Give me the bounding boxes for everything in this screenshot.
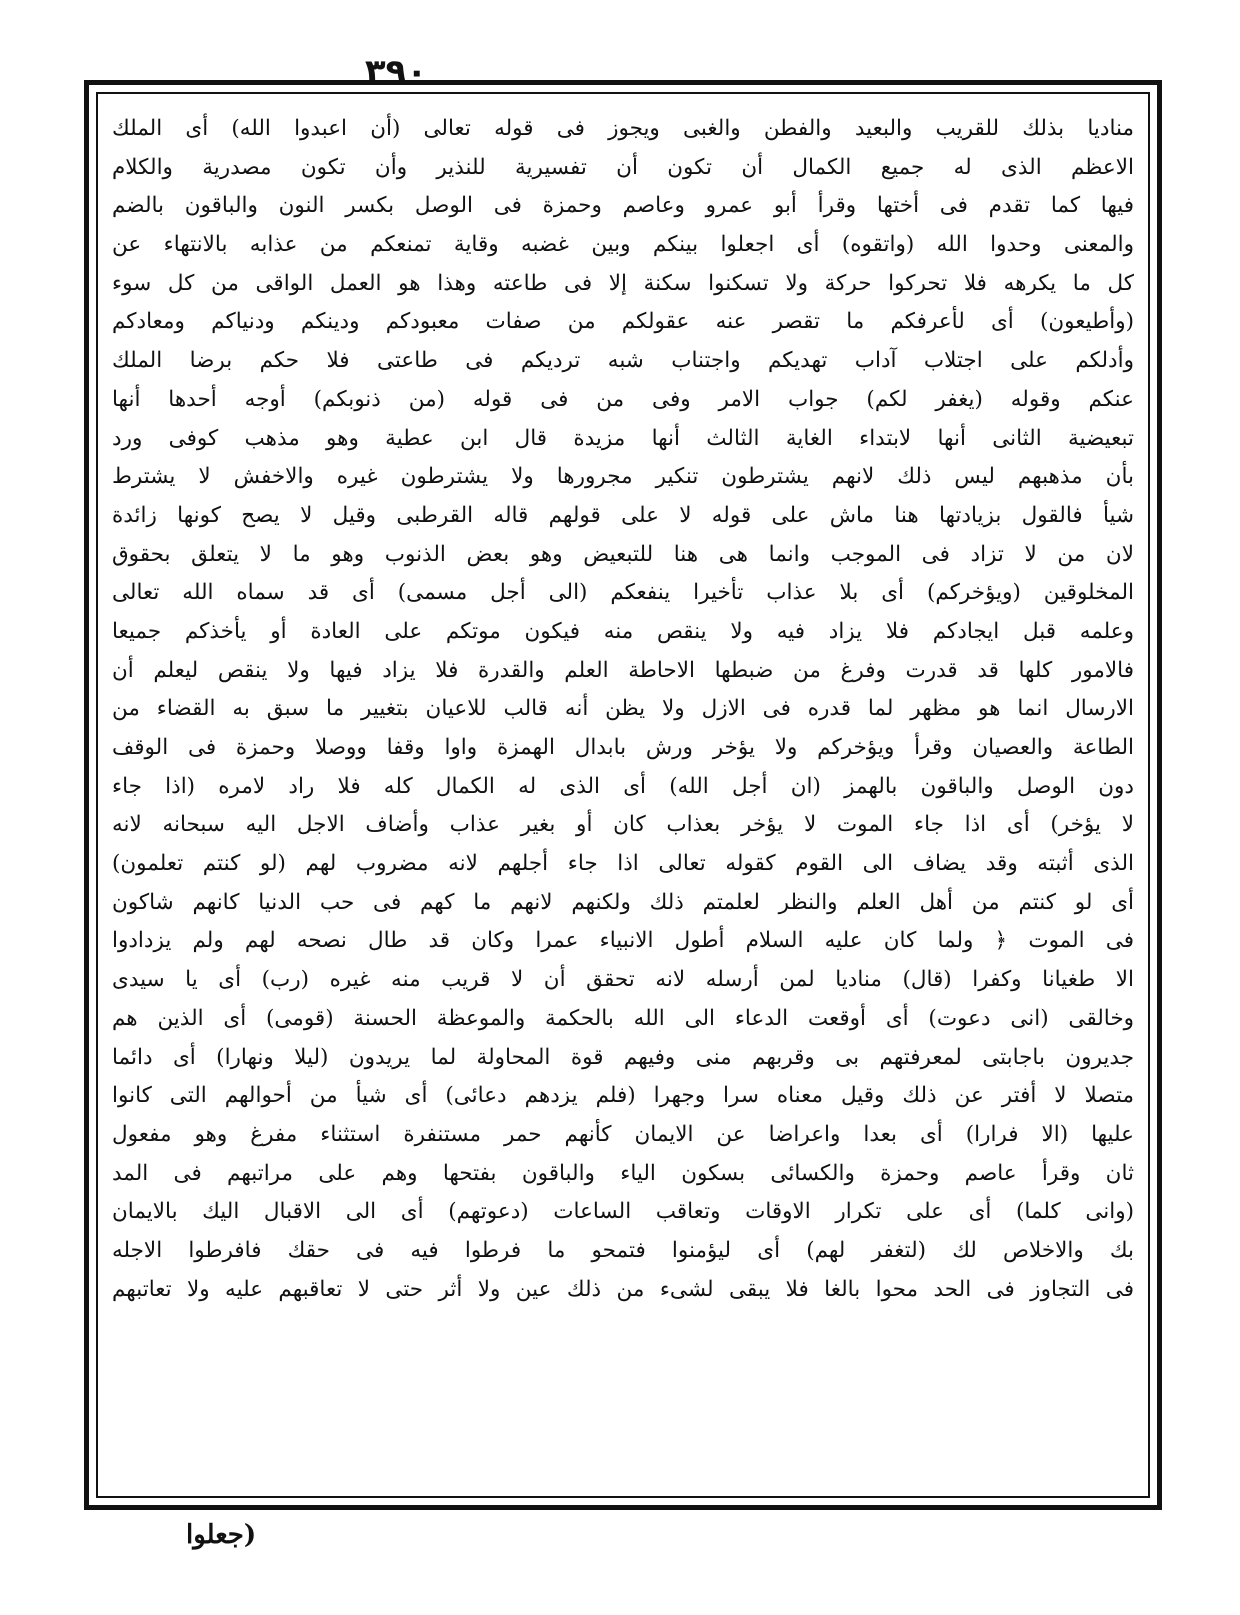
- page-number: ٣٩٠: [364, 52, 428, 92]
- text-line: شیأ فالقول بزیادتها هنا ماش علی قوله لا علی قولهم قاله القرطبی وقیل لا یصح كونها زائدة: [112, 502, 1134, 528]
- text-line: وخالقی (انی دعوت) أی أوقعت الدعاء الی الله بالحكمة والموعظة الحسنة (قومی) أی الذین هم: [112, 1005, 1134, 1031]
- text-line: لان من لا تزاد فی الموجب وانما هی هنا للتبعیض وهو بعض الذنوب وهو ما لا یتعلق بحقوق: [112, 541, 1134, 567]
- text-line: المخلوقین (ویؤخركم) أی بلا عذاب تأخیرا ینفعكم (الی أجل مسمی) أی قد سماه الله تعالی: [112, 580, 1134, 606]
- text-line: بأن مذهبهم لیس ذلك لانهم یشترطون تنكیر مجرورها ولا یشترطون غیره والاخفش لا یشترط: [112, 464, 1134, 490]
- text-line: جدیرون باجابتی لمعرفتهم بی وقربهم منی وفیهم قوة المحاولة لما یریدون (لیلا ونهارا) أی دائما: [112, 1044, 1134, 1070]
- text-line: بك والاخلاص لك (لتغفر لهم) أی لیؤمنوا فتمحو ما فرطوا فیه فی حقك فافرطوا الاجله: [112, 1237, 1134, 1263]
- text-line: ثان وقرأ عاصم وحمزة والكسائی بسكون الیاء والباقون بفتحها وهم علی مراتبهم فی المد: [112, 1160, 1134, 1186]
- text-line: الا طغیانا وكفرا (قال) منادیا لمن أرسله لانه تحقق أن لا قریب منه غیره (رب) أی یا سیدی: [112, 967, 1134, 993]
- text-line: علیها (الا فرارا) أی بعدا واعراضا عن الایمان كأنهم حمر مستنفرة استثناء مفرغ وهو مفعول: [112, 1121, 1134, 1147]
- text-line: (وانی كلما) أی علی تكرار الاوقات وتعاقب الساعات (دعوتهم) أی الی الاقبال الیك بالایمان: [112, 1199, 1134, 1225]
- text-line: فالامور كلها قد قدرت وفرغ من ضبطها الاحاطة العلم والقدرة فلا یزاد فیها ولا ینقص لیعلم أن: [112, 657, 1134, 683]
- text-line: فی الموت ﴿ ولما كان علیه السلام أطول الانبیاء عمرا وكان قد طال نصحه لهم ولم یزدادوا: [112, 928, 1134, 954]
- text-line: والمعنی وحدوا الله (واتقوه) أی اجعلوا بینكم وبین غضبه وقایة تمنعكم من عذابه بالانتهاء عن: [112, 232, 1134, 258]
- text-line: وأدلكم علی اجتلاب آداب تهدیكم واجتناب شبه تردیكم فی طاعتی فلا حكم برضا الملك: [112, 348, 1134, 374]
- text-line: أی لو كنتم من أهل العلم والنظر لعلمتم ذلك ولكنهم لانهم ما كهم فی حب الدنیا كانهم شاكون: [112, 889, 1134, 915]
- text-line: دون الوصل والباقون بالهمز (ان أجل الله) أی الذی له الكمال كله فلا راد لامره (اذا جاء: [112, 773, 1134, 799]
- text-line: الطاعة والعصیان وقرأ ویؤخركم ولا یؤخر ورش بابدال الهمزة واوا وقفا ووصلا وحمزة فی الوقف: [112, 735, 1134, 760]
- text-line: منادیا بذلك للقریب والبعید والفطن والغبی ویجوز فی قوله تعالی (أن اعبدوا الله) أی الملك: [112, 116, 1134, 141]
- text-line: الذی أثبته وقد یضاف الی القوم كقوله تعالی اذا جاء أجلهم لانه مضروب لهم (لو كنتم تعلمون): [112, 851, 1134, 877]
- text-line: فیها كما تقدم فی أختها وقرأ أبو عمرو وعاصم وحمزة فی الوصل بكسر النون والباقون بالضم: [112, 193, 1134, 219]
- text-line: كل ما یكرهه فلا تحركوا حركة ولا تسكنوا سكنة إلا فی طاعته وهذا هو العمل الواقی من كل سوء: [112, 270, 1134, 296]
- text-line: فی التجاوز فی الحد محوا بالغا فلا یبقی لشیء من ذلك عین ولا أثر حتی لا تعاقبهم علیه ولا تعاتبهم: [112, 1276, 1134, 1302]
- text-line: متصلا لا أفتر عن ذلك وقیل معناه سرا وجهرا (فلم یزدهم دعائی) أی شیأ من أحوالهم التی كانوا: [112, 1083, 1134, 1109]
- text-line: وعلمه قبل ایجادكم فلا یزاد فیه ولا ینقص منه فیكون موتكم علی العادة أو یأخذكم جمیعا: [112, 618, 1134, 644]
- text-line: عنكم وقوله (یغفر لكم) جواب الامر وفی من فی قوله (من ذنوبكم) أوجه أحدها أنها: [112, 386, 1134, 412]
- text-line: لا یؤخر) أی اذا جاء الموت لا یؤخر بعذاب كان أو بغیر عذاب وأضاف الاجل الیه سبحانه لانه: [112, 812, 1134, 838]
- catchword: (جعلوا: [186, 1520, 257, 1550]
- text-line: تبعیضیة الثانی أنها لابتداء الغایة الثالث أنها مزیدة قال ابن عطیة وهو مذهب كوفی ورد: [112, 425, 1134, 451]
- text-body: [112, 110, 1134, 1490]
- text-line: الارسال انما هو مظهر لما قدره فی الازل ولا یظن أنه قالب للاعیان بتغییر ما سبق به القضاء من: [112, 696, 1134, 722]
- text-line: (وأطیعون) أی لأعرفكم ما تقصر عنه عقولكم من صفات معبودكم ودینكم ودنیاكم ومعادكم: [112, 309, 1134, 335]
- text-line: الاعظم الذی له جمیع الكمال أن تكون أن تفسیریة للنذیر وأن تكون مصدریة والكلام: [112, 154, 1134, 180]
